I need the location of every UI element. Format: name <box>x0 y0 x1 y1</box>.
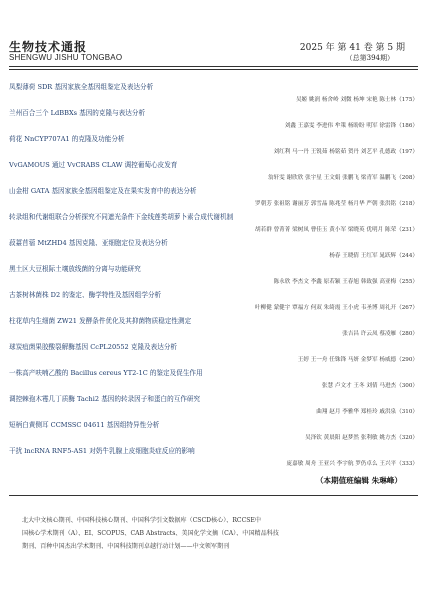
toc-entry-authors: 吴姬 姚润 杨舍岭 刘微 杨坤 宋艳 陈士林（175） <box>295 97 418 103</box>
toc-entry-title[interactable]: VvGAMOUS 通过 VvCRABS CLAW 调控葡萄心皮发育 <box>9 161 178 169</box>
indexing-statement <box>22 514 410 553</box>
toc-entry-authors: 张慧 卢文才 王冬 刘倩 马进杰（300） <box>321 383 418 389</box>
toc-entry-title[interactable]: 转录组和代谢组联合分析探究不同遮光条件下金线莲类胡萝卜素合成代谢机制 <box>9 213 234 221</box>
toc-entry-title[interactable]: 荷花 NnCYP707A1 的克隆及功能分析 <box>9 135 125 143</box>
toc-entry-title[interactable]: 山金柑 GATA 基因家族全基因组鉴定及在果实发育中的表达分析 <box>9 187 197 195</box>
indexing-line: 国核心学术期刊（A）、EI、SCOPUS、CAB Abstracts、美国化学文摘（CA）、中国精品科技 <box>22 530 279 537</box>
toc-entry-authors: 叶柳健 蒙健宇 覃福方 何双 朱绮霞 王小虎 韦圣博 周礼开（267） <box>255 305 418 311</box>
toc-entry-authors: 庞嘉敏 周舟 王亚兴 李宇航 罗仍卓么 王兴平（333） <box>286 461 418 467</box>
toc-entry-authors: 陈永欣 李杰文 李鑫 原若颖 王春旭 韩致强 高亚梅（255） <box>273 279 418 285</box>
duty-editor: （本期值班编辑 朱琳峰） <box>315 476 402 485</box>
toc-entry-title[interactable]: 菽薹苜蓿 MtZHD4 基因克隆、亚细胞定位及表达分析 <box>9 239 168 247</box>
header-rule-1 <box>9 66 418 67</box>
toc-entry-title[interactable]: 兰州百合三个 LdBBXs 基因的克隆与表达分析 <box>9 109 146 117</box>
toc-entry-title[interactable]: 古茶树林菌株 D2 的鉴定、酶学特性及基因组学分析 <box>9 291 162 299</box>
toc-entry-title[interactable]: 凤梨薄荷 SDR 基因家族全基因组鉴定及表达分析 <box>9 83 154 91</box>
toc-entry-authors: 王婷 王一舟 任铢锋 马妍 金梦军 杨威德（290） <box>297 357 418 363</box>
toc-entry-title[interactable]: 短柄白黄侧耳 CCMSSC 04611 基因组特异性分析 <box>9 421 160 429</box>
toc-entry-authors: 罗朝芳 张祖铭 谢丽芳 郭雪晶 陈兆莹 杨月华 严朝 张洪铭（218） <box>255 201 418 207</box>
header-rule-2 <box>9 69 418 70</box>
toc-entry-authors: 刘鑫 王嘉雯 李进伟 牟策 杨盼盼 明军 徐雷锋（186） <box>284 123 418 129</box>
indexing-line: 期刊、百种中国杰出学术期刊、中国科技期刊卓越行动计划——中文领军期刊 <box>22 543 230 550</box>
toc-entry-title[interactable]: 调控棘孢木霉几丁质酶 Tachi2 基因的转录因子和蛋白的互作研究 <box>9 395 201 403</box>
footer-rule <box>9 495 418 496</box>
total-issue: （总第394期） <box>345 54 394 62</box>
toc-entry-authors: 刘红利 马一丹 王锐茹 杨铭茹 贺丹 刘艺平 孔德政（197） <box>273 149 418 155</box>
toc-entry-title[interactable]: 黑土区大豆根际土壤放线菌的分离与功能研究 <box>9 265 141 273</box>
journal-title-pinyin: SHENGWU JISHU TONGBAO <box>9 53 123 62</box>
toc-entry-authors: 翁轩雯 谢欣欣 张宇星 王文娟 张鹏飞 梁青军 温鹏飞（208） <box>267 175 418 181</box>
toc-entry-authors: 胡若群 曾菁菁 梁树凤 曹佳玉 黄小军 梁晓英 优明月 陈荣（231） <box>255 227 418 233</box>
toc-entry-authors: 张吉昌 许云凤 蔡凌雁（280） <box>342 331 418 337</box>
toc-entry-title[interactable]: 干扰 lncRNA RNF5-AS1 对奶牛乳腺上皮细胞炎症反应的影响 <box>9 447 195 455</box>
toc-entry-authors: 吴泽钦 黄晨阳 赵梦然 张利敏 姚方杰（320） <box>305 435 418 441</box>
issue-info: 2025 年 第 41 卷 第 5 期 <box>299 43 405 53</box>
toc-entry-authors: 曲翔 赵月 李雅华 郑桂玲 戚洪泉（310） <box>316 409 418 415</box>
toc-entry-title[interactable]: 柱花草内生细菌 ZW21 发酵条件优化及其抑菌物质稳定性测定 <box>9 317 192 325</box>
toc-entry-title[interactable]: 球炭疽菌果胶酸裂解酶基因 CcPL20552 克隆及表达分析 <box>9 343 178 351</box>
journal-title-cn: 生物技术通报 <box>9 40 88 54</box>
toc-entry-title[interactable]: 一株高产呋喃乙酸的 Bacillus cereus YT2-1C 的鉴定及促生作用 <box>9 369 203 377</box>
indexing-line: 北大中文核心期刊、中国科技核心期刊、中国科学引文数据库（CSCD核心）、RCCSE中 <box>22 517 261 524</box>
toc-entry-authors: 杨春 王晓倩 王红军 晁跃辉（244） <box>329 253 418 259</box>
